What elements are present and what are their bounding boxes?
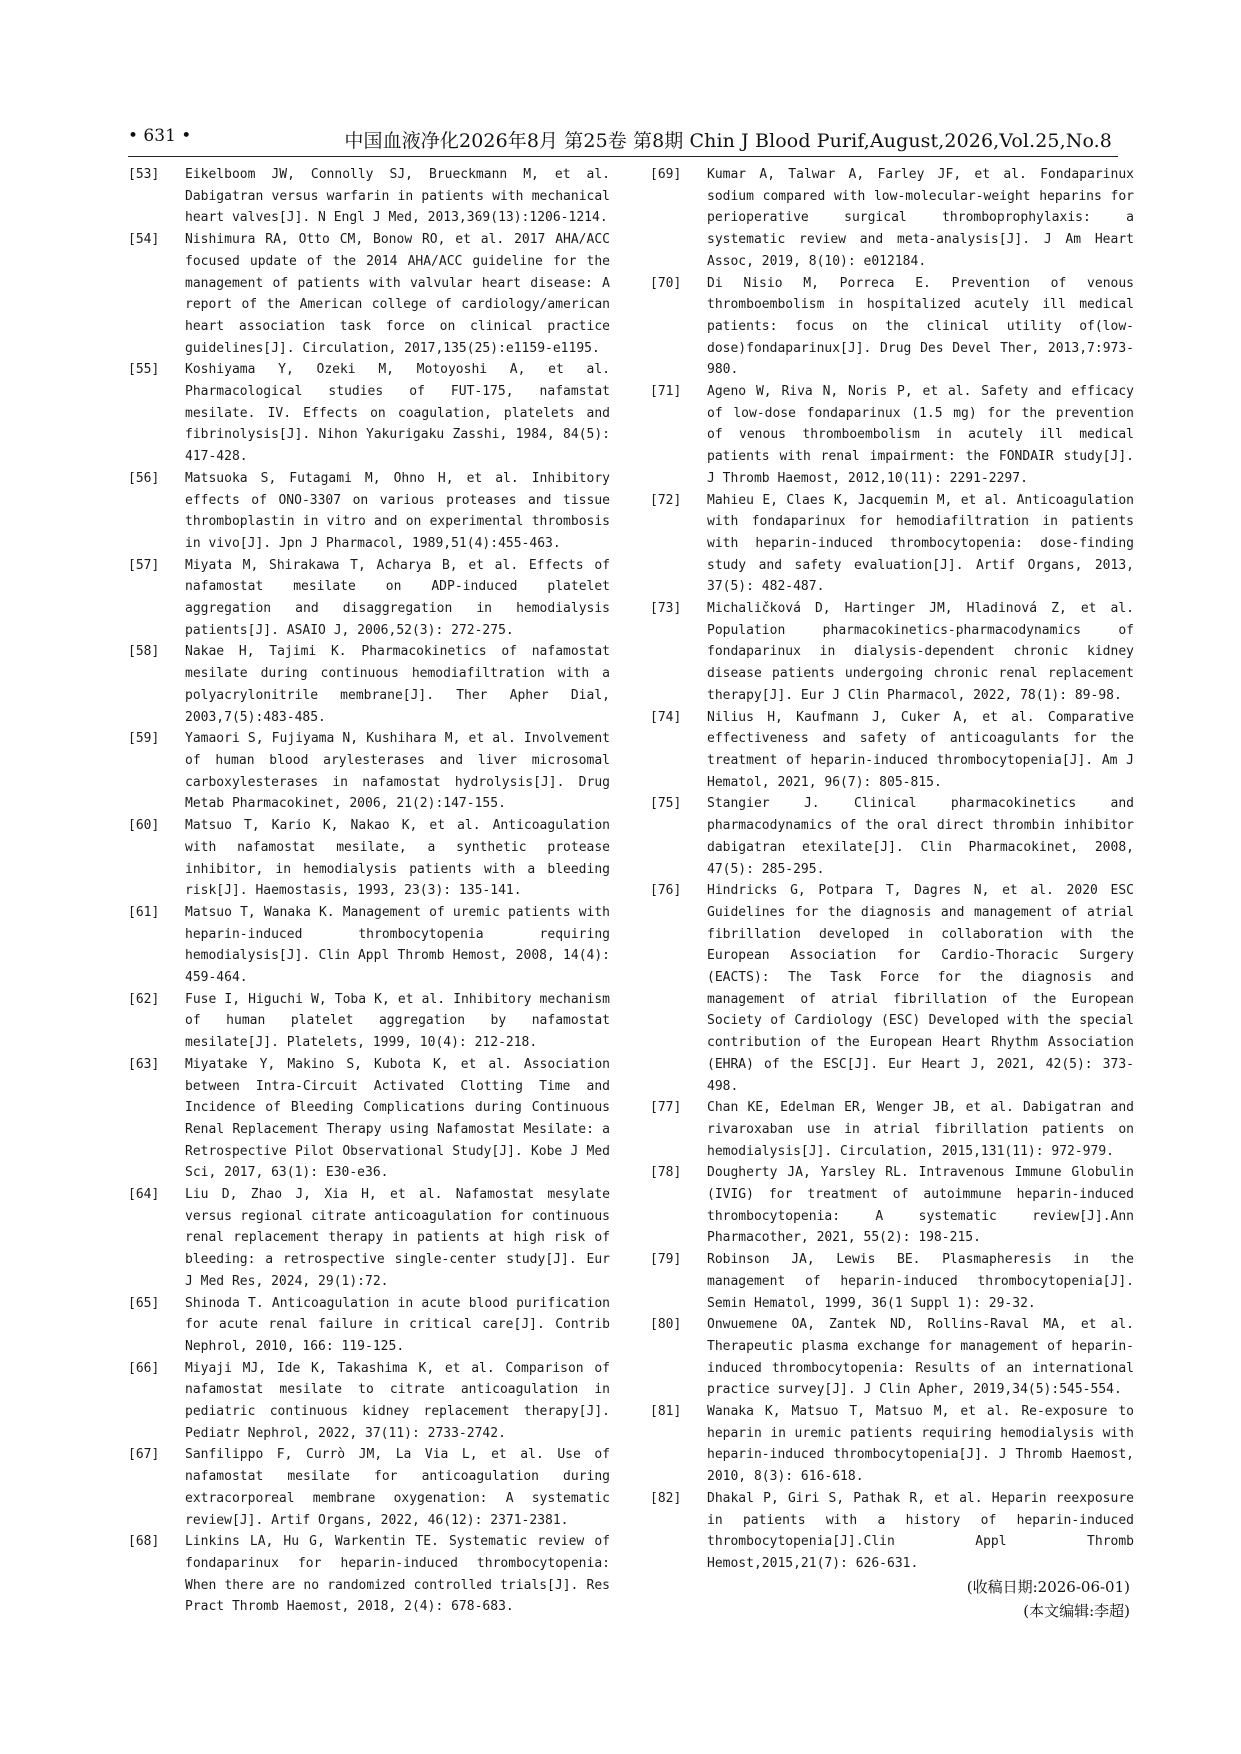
reference-number: [58]: [128, 644, 160, 660]
reference-text: Miyaji MJ, Ide K, Takashima K, et al. Comparison of nafamostat mesilate to citrate anticoagulation in pediatric continuous kidney replacement therapy[J]. Pediatr Nephrol, 2022, 37(11): 2733-2742.: [185, 1360, 610, 1441]
reference-text: Matsuo T, Kario K, Nakao K, et al. Anticoagulation with nafamostat mesilate, a synthetic protease inhibitor, in hemodialysis patients with a bleeding risk[J]. Haemostasis, 1993, 23(3): 135-141.: [185, 818, 610, 899]
reference-text: Di Nisio M, Porreca E. Prevention of venous thromboembolism in hospitalized acutely ill medical patients: focus on the clinical utility of(low-dose)fondaparinux[J]. Drug Des Devel Ther, 2013,7:973-980.: [707, 275, 1134, 378]
reference-list-right: [650, 164, 1134, 1575]
reference-item: [650, 490, 1134, 599]
reference-text: Miyatake Y, Makino S, Kubota K, et al. Association between Intra-Circuit Activated Clotting Time and Incidence of Bleeding Complications during Continuous Renal Replacement Therapy using Nafamostat Mesilate: a Retrospective Pilot Observational Study[J]. Kobe J Med Sci, 2017, 63(1): E30-e36.: [185, 1056, 610, 1181]
reference-item: [650, 1097, 1134, 1162]
reference-number: [78]: [650, 1165, 682, 1181]
reference-number: [67]: [128, 1447, 160, 1463]
reference-number: [76]: [650, 883, 682, 899]
reference-number: [54]: [128, 232, 160, 248]
reference-item: [650, 880, 1134, 1097]
reference-number: [73]: [650, 601, 682, 617]
page-number: • 631 •: [128, 126, 192, 146]
reference-number: [81]: [650, 1404, 682, 1420]
reference-item: [128, 164, 610, 229]
reference-item: [128, 989, 610, 1054]
reference-number: [68]: [128, 1534, 160, 1550]
reference-text: Chan KE, Edelman ER, Wenger JB, et al. Dabigatran and rivaroxaban use in atrial fibrillation patients on hemodialysis[J]. Circulation, 2015,131(11): 972-979.: [707, 1100, 1134, 1159]
reference-item: [650, 793, 1134, 880]
reference-item: [128, 728, 610, 815]
reference-text: Eikelboom JW, Connolly SJ, Brueckmann M, et al. Dabigatran versus warfarin in patients with mechanical heart valves[J]. N Engl J Med, 2013,369(13):1206-1214.: [185, 167, 610, 226]
reference-item: [650, 273, 1134, 382]
reference-item: [128, 1293, 610, 1358]
reference-text: Shinoda T. Anticoagulation in acute blood purification for acute renal failure in critical care[J]. Contrib Nephrol, 2010, 166: 119-125.: [185, 1295, 610, 1354]
reference-text: Dhakal P, Giri S, Pathak R, et al. Heparin reexposure in patients with a history of heparin-induced thrombocytopenia[J].Clin Appl Thromb Hemost,2015,21(7): 626-631.: [707, 1490, 1134, 1571]
reference-text: Koshiyama Y, Ozeki M, Motoyoshi A, et al. Pharmacological studies of FUT-175, nafamstat mesilate. IV. Effects on coagulation, platelets and fibrinolysis[J]. Nihon Yakurigaku Zasshi, 1984, 84(5): 417-428.: [185, 362, 610, 465]
reference-text: Sanfilippo F, Currò JM, La Via L, et al. Use of nafamostat mesilate for anticoagulation during extracorporeal membrane oxygenation: A systematic review[J]. Artif Organs, 2022, 46(12): 2371-2381.: [185, 1447, 610, 1528]
reference-number: [60]: [128, 818, 160, 834]
reference-number: [79]: [650, 1252, 682, 1268]
running-header: [128, 126, 1118, 157]
reference-number: [66]: [128, 1360, 160, 1376]
reference-item: [128, 1444, 610, 1531]
reference-item: [128, 641, 610, 728]
reference-number: [75]: [650, 796, 682, 812]
reference-text: Ageno W, Riva N, Noris P, et al. Safety and efficacy of low-dose fondaparinux (1.5 mg) for the prevention of venous thromboembolism in acutely ill medical patients with renal impairment: the FONDAIR study[J]. J Thromb Haemost, 2012,10(11): 2291-2297.: [707, 384, 1134, 486]
reference-number: [72]: [650, 492, 682, 508]
reference-text: Nishimura RA, Otto CM, Bonow RO, et al. 2017 AHA/ACC focused update of the 2014 AHA/ACC guideline for the management of patients with valvular heart disease: A report of the American college of cardiology/american heart association task force on clinical practice guidelines[J]. Circulation, 2017,135(25):e1159-e1195.: [185, 232, 610, 356]
reference-item: [128, 555, 610, 642]
reference-number: [77]: [650, 1100, 682, 1116]
reference-text: Nakae H, Tajimi K. Pharmacokinetics of nafamostat mesilate during continuous hemodiafiltration with a polyacrylonitrile membrane[J]. Ther Apher Dial, 2003,7(5):483-485.: [185, 644, 610, 725]
reference-number: [69]: [650, 167, 682, 182]
journal-citation: 中国血液净化2026年8月 第25卷 第8期 Chin J Blood Purif,August,2026,Vol.25,No.8: [344, 130, 1112, 152]
reference-text: Matsuo T, Wanaka K. Management of uremic patients with heparin-induced thrombocytopenia requiring hemodialysis[J]. Clin Appl Thromb Hemost, 2008, 14(4): 459-464.: [185, 904, 610, 986]
reference-item: [650, 707, 1134, 794]
reference-number: [82]: [650, 1490, 682, 1506]
reference-number: [55]: [128, 362, 160, 378]
reference-item: [128, 1054, 610, 1184]
reference-item: [650, 598, 1134, 707]
reference-number: [57]: [128, 557, 160, 573]
reference-item: [650, 381, 1134, 490]
editor-note: (本文编辑:李超): [1023, 1601, 1130, 1620]
reference-item: [128, 1358, 610, 1445]
reference-number: [71]: [650, 384, 682, 400]
reference-number: [70]: [650, 275, 682, 291]
received-date: (收稿日期:2026-06-01): [966, 1577, 1130, 1596]
reference-text: Kumar A, Talwar A, Farley JF, et al. Fondaparinux sodium compared with low-molecular-weight heparins for perioperative surgical thromboprophylaxis: a systematic review and meta-analysis[J]. J Am Heart Assoc, 2019, 8(10): e012184.: [707, 167, 1134, 269]
reference-item: [650, 1249, 1134, 1314]
reference-item: [128, 815, 610, 902]
reference-text: Matsuoka S, Futagami M, Ohno H, et al. Inhibitory effects of ONO-3307 on various proteases and tissue thromboplastin in vitro and on experimental thrombosis in vivo[J]. Jpn J Pharmacol, 1989,51(4):455-463.: [185, 470, 610, 551]
reference-number: [61]: [128, 904, 160, 920]
reference-item: [128, 1531, 610, 1618]
reference-text: Stangier J. Clinical pharmacokinetics and pharmacodynamics of the oral direct thrombin inhibitor dabigatran etexilate[J]. Clin Pharmacokinet, 2008, 47(5): 285-295.: [707, 796, 1134, 877]
reference-item: [650, 1401, 1134, 1488]
reference-item: [128, 468, 610, 555]
reference-number: [56]: [128, 470, 160, 486]
reference-item: [128, 359, 610, 468]
reference-text: Liu D, Zhao J, Xia H, et al. Nafamostat mesylate versus regional citrate anticoagulation for continuous renal replacement therapy in patients at high risk of bleeding: a retrospective single-center study[J]. Eur J Med Res, 2024, 29(1):72.: [185, 1187, 610, 1289]
reference-item: [128, 902, 610, 989]
reference-text: Fuse I, Higuchi W, Toba K, et al. Inhibitory mechanism of human platelet aggregation by nafamostat mesilate[J]. Platelets, 1999, 10(4): 212-218.: [185, 991, 610, 1051]
reference-text: Nilius H, Kaufmann J, Cuker A, et al. Comparative effectiveness and safety of anticoagulants for the treatment of heparin-induced thrombocytopenia[J]. Am J Hematol, 2021, 96(7): 805-815.: [707, 709, 1134, 790]
reference-text: Hindricks G, Potpara T, Dagres N, et al. 2020 ESC Guidelines for the diagnosis and management of atrial fibrillation developed in collaboration with the European Association for Cardio-Thoracic Surgery (EACTS): The Task Force for the diagnosis and management of atrial fibrillation of the European Society of Cardiology (ESC) Developed with the special contribution of the European Heart Rhythm Association (EHRA) of the ESC[J]. Eur Heart J, 2021, 42(5): 373-498.: [707, 883, 1134, 1094]
reference-item: [650, 164, 1134, 273]
reference-item: [650, 1314, 1134, 1401]
reference-item: [128, 1184, 610, 1293]
reference-number: [53]: [128, 167, 160, 182]
reference-text: Dougherty JA, Yarsley RL. Intravenous Immune Globulin (IVIG) for treatment of autoimmune heparin-induced thrombocytopenia: A systematic review[J].Ann Pharmacother, 2021, 55(2): 198-215.: [707, 1165, 1134, 1246]
reference-item: [650, 1162, 1134, 1249]
reference-text: Yamaori S, Fujiyama N, Kushihara M, et al. Involvement of human blood arylesterases and liver microsomal carboxylesterases in nafamostat hydrolysis[J]. Drug Metab Pharmacokinet, 2006, 21(2):147-155.: [185, 731, 610, 812]
reference-column-right: [650, 164, 1134, 1623]
reference-text: Robinson JA, Lewis BE. Plasmapheresis in the management of heparin-induced thrombocytopenia[J]. Semin Hematol, 1999, 36(1 Suppl 1): 29-32.: [707, 1252, 1134, 1311]
reference-text: Michaličková D, Hartinger JM, Hladinová Z, et al. Population pharmacokinetics-pharmacodynamics of fondaparinux in dialysis-dependent chronic kidney disease patients undergoing chronic renal replacement therapy[J]. Eur J Clin Pharmacol, 2022, 78(1): 89-98.: [707, 601, 1134, 703]
reference-text: Wanaka K, Matsuo T, Matsuo M, et al. Re-exposure to heparin in uremic patients requiring hemodialysis with heparin-induced thrombocytopenia[J]. J Thromb Haemost, 2010, 8(3): 616-618.: [707, 1404, 1134, 1485]
reference-text: Onwuemene OA, Zantek ND, Rollins-Raval MA, et al. Therapeutic plasma exchange for management of heparin-induced thrombocytopenia: Results of an international practice survey[J]. J Clin Apher, 2019,34(5):545-554.: [707, 1317, 1134, 1398]
reference-text: Linkins LA, Hu G, Warkentin TE. Systematic review of fondaparinux for heparin-induced thrombocytopenia: When there are no randomized controlled trials[J]. Res Pract Thromb Haemost, 2018, 2(4): 678-683.: [185, 1534, 610, 1615]
reference-number: [64]: [128, 1187, 160, 1203]
reference-text: Miyata M, Shirakawa T, Acharya B, et al. Effects of nafamostat mesilate on ADP-induced platelet aggregation and disaggregation in hemodialysis patients[J]. ASAIO J, 2006,52(3): 272-275.: [185, 557, 610, 638]
reference-number: [65]: [128, 1295, 160, 1311]
reference-item: [128, 229, 610, 359]
reference-item: [650, 1488, 1134, 1575]
reference-number: [59]: [128, 731, 160, 747]
reference-column-left: [128, 164, 610, 1618]
reference-text: Mahieu E, Claes K, Jacquemin M, et al. Anticoagulation with fondaparinux for hemodiafiltration in patients with heparin-induced thrombocytopenia: dose-finding study and safety evaluation[J]. Artif Organs, 2013, 37(5): 482-487.: [707, 492, 1134, 595]
reference-number: [63]: [128, 1056, 160, 1072]
reference-number: [74]: [650, 709, 682, 725]
reference-number: [80]: [650, 1317, 682, 1333]
reference-number: [62]: [128, 991, 160, 1007]
